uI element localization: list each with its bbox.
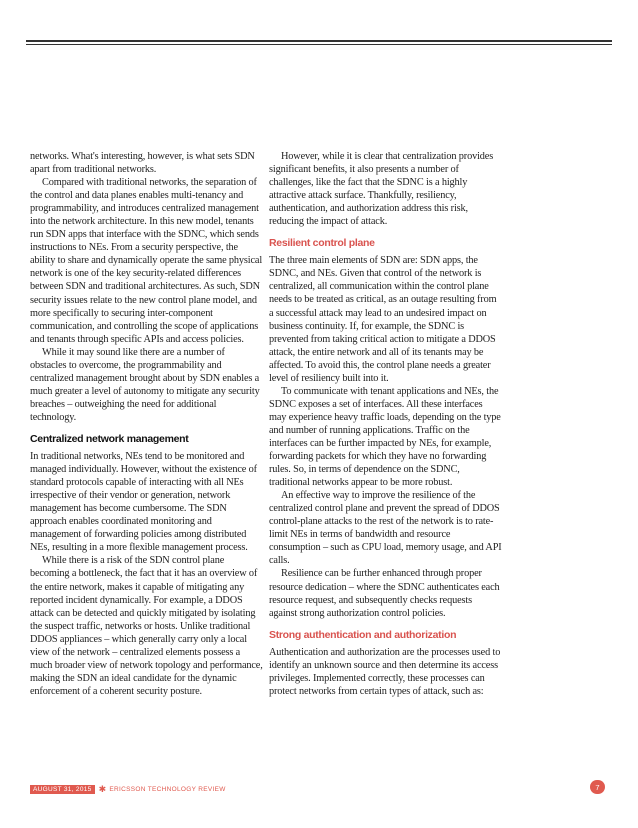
- left-column: [30, 150, 263, 698]
- right-column: [269, 150, 502, 698]
- header-rule: [26, 40, 612, 42]
- ericsson-star-icon: ✱: [98, 784, 107, 794]
- issue-date: AUGUST 31, 2015: [30, 785, 95, 794]
- paragraph: Compared with traditional networks, the separation of the control and data planes enables multi-tenancy and programmability, and introduces centralized management into the network architecture. In this new model, tenants run SDN apps that interface with the SDNC, which sends instructions to NEs. From a security perspective, the ability to share and dynamically operate the same physical network is one of the key security-related differences between SDN and traditional architectures. As such, SDN security issues relate to the new control plane model, and more specifically to securing inter-component communication, and controlling the scope of applications and tenants through specific APIs and access policies.: [30, 177, 263, 345]
- paragraph: While it may sound like there are a number of obstacles to overcome, the programmability and centralized management brought about by SDN enables a much greater a level of autonomy to mitigate any security breaches – outweighing the need for additional technology.: [30, 346, 260, 423]
- paragraph: To communicate with tenant applications and NEs, the SDNC exposes a set of interfaces. All these interfaces may experience heavy traffic loads, depending on the type and number of running applications. Traffic on the interfaces can be further impacted by NEs, for example, forwarding packets for which they have no forwarding rules. So, in terms of dependence on the SDNC, traditional networks appear to be more robust.: [269, 385, 501, 489]
- paragraph: Authentication and authorization are the processes used to identify an unknown source and then determine its access privileges. Implemented correctly, these processes can protect networks from certain types of attack, such as:: [269, 646, 501, 697]
- paragraph: However, while it is clear that centralization provides significant benefits, it also presents a number of challenges, like the fact that the SDNC is a highly attractive attack surface. Thankfully, resiliency, authentication, and authorization address this risk, reducing the impact of attack.: [269, 151, 494, 228]
- section-heading: Strong authentication and authorization: [269, 628, 457, 641]
- header-rule-thin: [26, 44, 612, 45]
- paragraph: networks. What's interesting, however, is what sets SDN apart from traditional networks.: [30, 151, 255, 176]
- section-heading: Centralized network management: [30, 432, 189, 445]
- paragraph: The three main elements of SDN are: SDN apps, the SDNC, and NEs. Given that control of the network is centralized, all communication within the control plane needs to be treated as critical, as an outage resulting from a successful attack may lead to an undesired impact on business continuity. If, for example, the SDNC is prevented from taking critical action to mitigate a DDOS attack, the entire network and all of its tenants may be affected. To avoid this, the control plane needs a greater level of resiliency built into it.: [269, 255, 497, 384]
- paragraph: In traditional networks, NEs tend to be monitored and managed individually. However, without the existence of standard protocols capable of interacting with all NEs irrespective of their vendor or generation, network management has become cumbersome. The SDN approach enables coordinated monitoring and management of forwarding policies among distributed NEs, resulting in a more flexible management process.: [30, 451, 257, 554]
- publication-name: ERICSSON TECHNOLOGY REVIEW: [109, 786, 226, 793]
- paragraph: Resilience can be further enhanced through proper resource dedication – where the SDNC authenticates each resource request, and subsequently checks requests against strong authorization control policies.: [269, 568, 500, 619]
- paragraph: An effective way to improve the resilience of the centralized control plane and prevent the spread of DDOS control-plane attacks to the rest of the network is to rate-limit NEs in terms of bandwidth and resource consumption – such as CPU load, memory usage, and API calls.: [269, 490, 502, 567]
- page-number: 7: [590, 780, 605, 794]
- page-footer: [30, 784, 226, 795]
- paragraph: While there is a risk of the SDN control plane becoming a bottleneck, the fact that it has an overview of the entire network, makes it capable of mitigating any reported incident dynamically. For example, a DDOS attack can be detected and quickly mitigated by isolating the suspect traffic, networks or hosts. Unlike traditional DDOS appliances – which generally carry only a local view of the network – centralized elements possess a much broader view of network topology and performance, making the SDN an ideal candidate for the dynamic enforcement of a coherent security posture.: [30, 555, 263, 697]
- section-heading: Resilient control plane: [269, 237, 375, 250]
